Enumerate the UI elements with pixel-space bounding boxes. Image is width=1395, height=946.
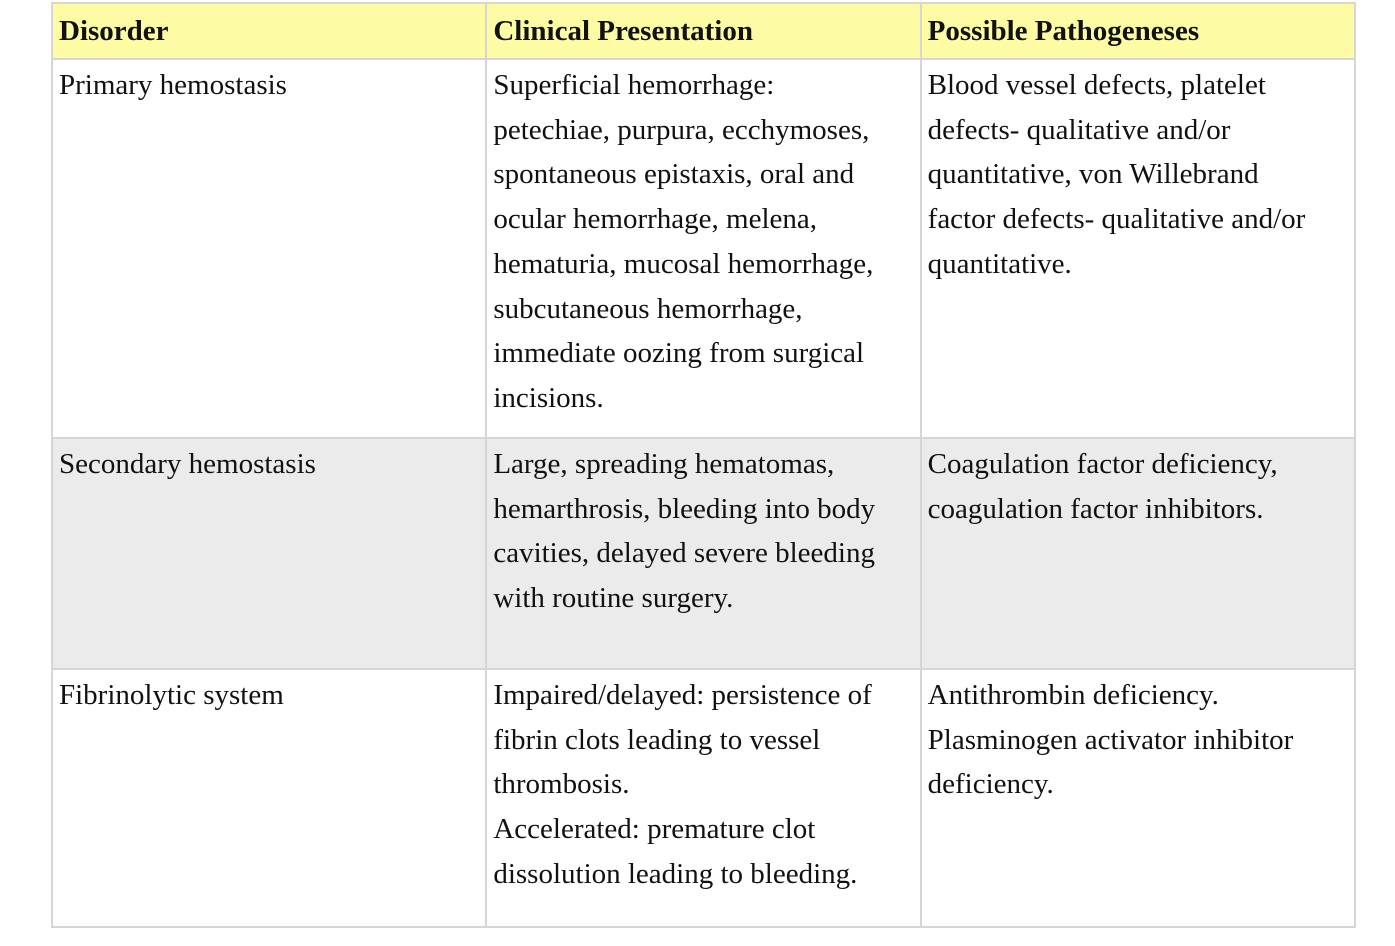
header-disorder: Disorder (52, 3, 486, 59)
presentation-cell: Superficial hemorrhage: petechiae, purpura, ecchymoses, spontaneous epistaxis, oral and ocular hemorrhage, melena, hematuria, mucosal hemorrhage, subcutaneous hemorrhage, immediate oozing from surgical incisions. (486, 59, 920, 438)
disorder-cell: Secondary hemostasis (52, 438, 486, 669)
table-header (52, 3, 1355, 59)
table-row (52, 669, 1355, 927)
header-row (52, 3, 1355, 59)
header-possible-pathogeneses: Possible Pathogeneses (921, 3, 1355, 59)
table-body (52, 59, 1355, 927)
pathogeneses-cell: Coagulation factor deficiency, coagulation factor inhibitors. (921, 438, 1355, 669)
pathogeneses-cell: Blood vessel defects, platelet defects- qualitative and/or quantitative, von Willebrand factor defects- qualitative and/or quantitative. (921, 59, 1355, 438)
pathogeneses-cell: Antithrombin deficiency. Plasminogen activator inhibitor deficiency. (921, 669, 1355, 927)
presentation-cell: Impaired/delayed: persistence of fibrin clots leading to vessel thrombosis. Accelerated: premature clot dissolution leading to bleeding. (486, 669, 920, 927)
header-clinical-presentation: Clinical Presentation (486, 3, 920, 59)
hemostasis-disorders-table (51, 2, 1356, 928)
table-row (52, 59, 1355, 438)
presentation-cell: Large, spreading hematomas, hemarthrosis, bleeding into body cavities, delayed severe bleeding with routine surgery. (486, 438, 920, 669)
disorder-cell: Fibrinolytic system (52, 669, 486, 927)
table-row (52, 438, 1355, 669)
disorder-cell: Primary hemostasis (52, 59, 486, 438)
